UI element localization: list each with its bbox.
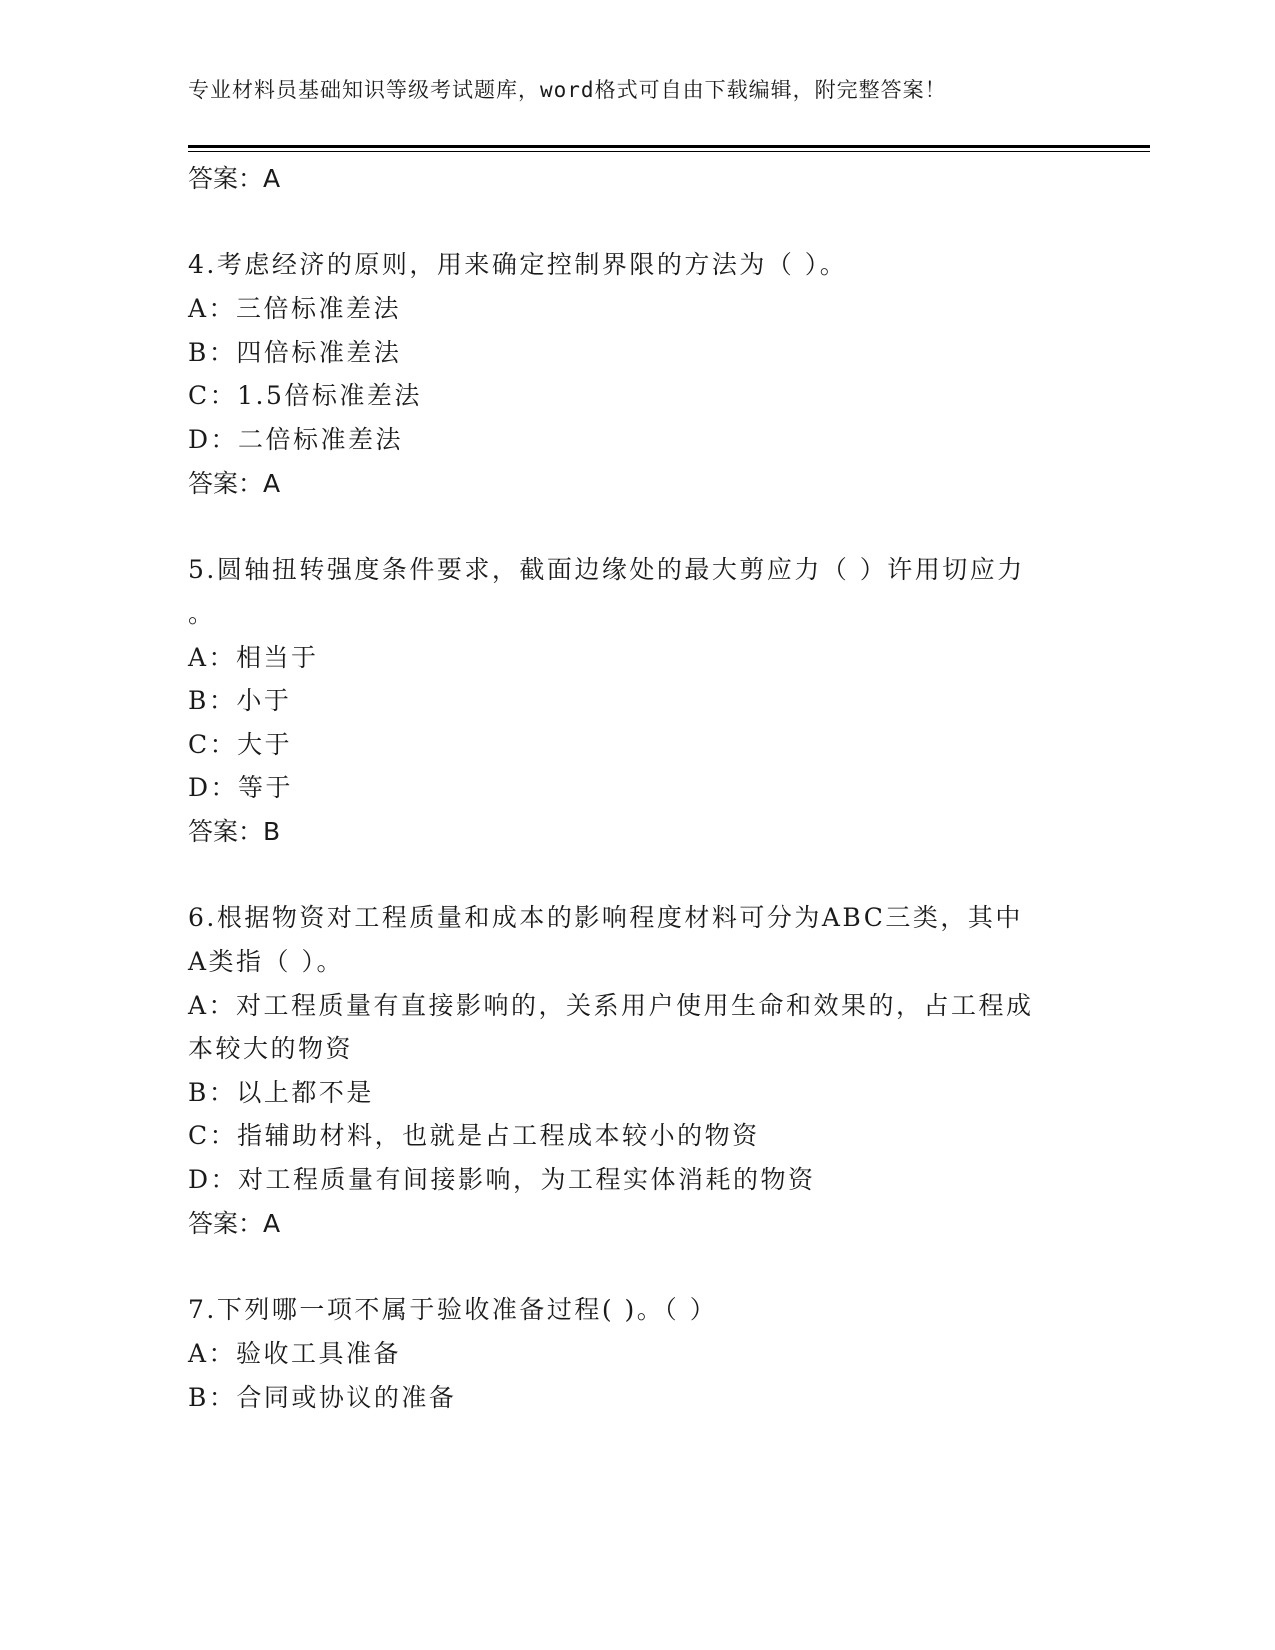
question-6-option-a: A：对工程质量有直接影响的，关系用户使用生命和效果的，占工程成 [188, 991, 1034, 1020]
question-5-option-c: C：大于 [188, 730, 293, 759]
question-5-stem-cont: 。 [188, 599, 216, 628]
question-6-stem-cont: A类指（ ）。 [188, 947, 345, 976]
question-4-option-d: D：二倍标准差法 [188, 425, 404, 454]
question-4-stem: 4.考虑经济的原则，用来确定控制界限的方法为（ ）。 [188, 250, 848, 279]
question-5-stem: 5.圆轴扭转强度条件要求，截面边缘处的最大剪应力（ ）许用切应力 [188, 555, 1025, 584]
question-6-answer: 答案：A [188, 1209, 281, 1238]
header-divider-thick [188, 145, 1150, 148]
question-7-stem: 7.下列哪一项不属于验收准备过程( )。（ ） [188, 1295, 718, 1324]
question-4-answer: 答案：A [188, 469, 281, 498]
question-4-option-b: B：四倍标准差法 [188, 338, 402, 367]
question-5-option-d: D：等于 [188, 773, 294, 802]
question-4-option-c: C：1.5倍标准差法 [188, 381, 422, 410]
question-5-answer: 答案：B [188, 817, 281, 846]
question-6-option-c: C：指辅助材料，也就是占工程成本较小的物资 [188, 1121, 760, 1150]
question-7-option-a: A：验收工具准备 [188, 1339, 402, 1368]
page-header: 专业材料员基础知识等级考试题库，word格式可自由下载编辑，附完整答案！ [188, 78, 947, 102]
header-divider-thin [188, 151, 1150, 152]
question-7-option-b: B：合同或协议的准备 [188, 1383, 457, 1412]
question-5-option-a: A：相当于 [188, 643, 319, 672]
question-5-option-b: B：小于 [188, 686, 292, 715]
answer-q3: 答案：A [188, 164, 281, 193]
question-6-stem: 6.根据物资对工程质量和成本的影响程度材料可分为ABC三类，其中 [188, 903, 1023, 932]
question-6-option-a-cont: 本较大的物资 [188, 1034, 354, 1063]
question-4-option-a: A：三倍标准差法 [188, 294, 402, 323]
question-6-option-d: D：对工程质量有间接影响，为工程实体消耗的物资 [188, 1165, 816, 1194]
question-6-option-b: B：以上都不是 [188, 1078, 374, 1107]
